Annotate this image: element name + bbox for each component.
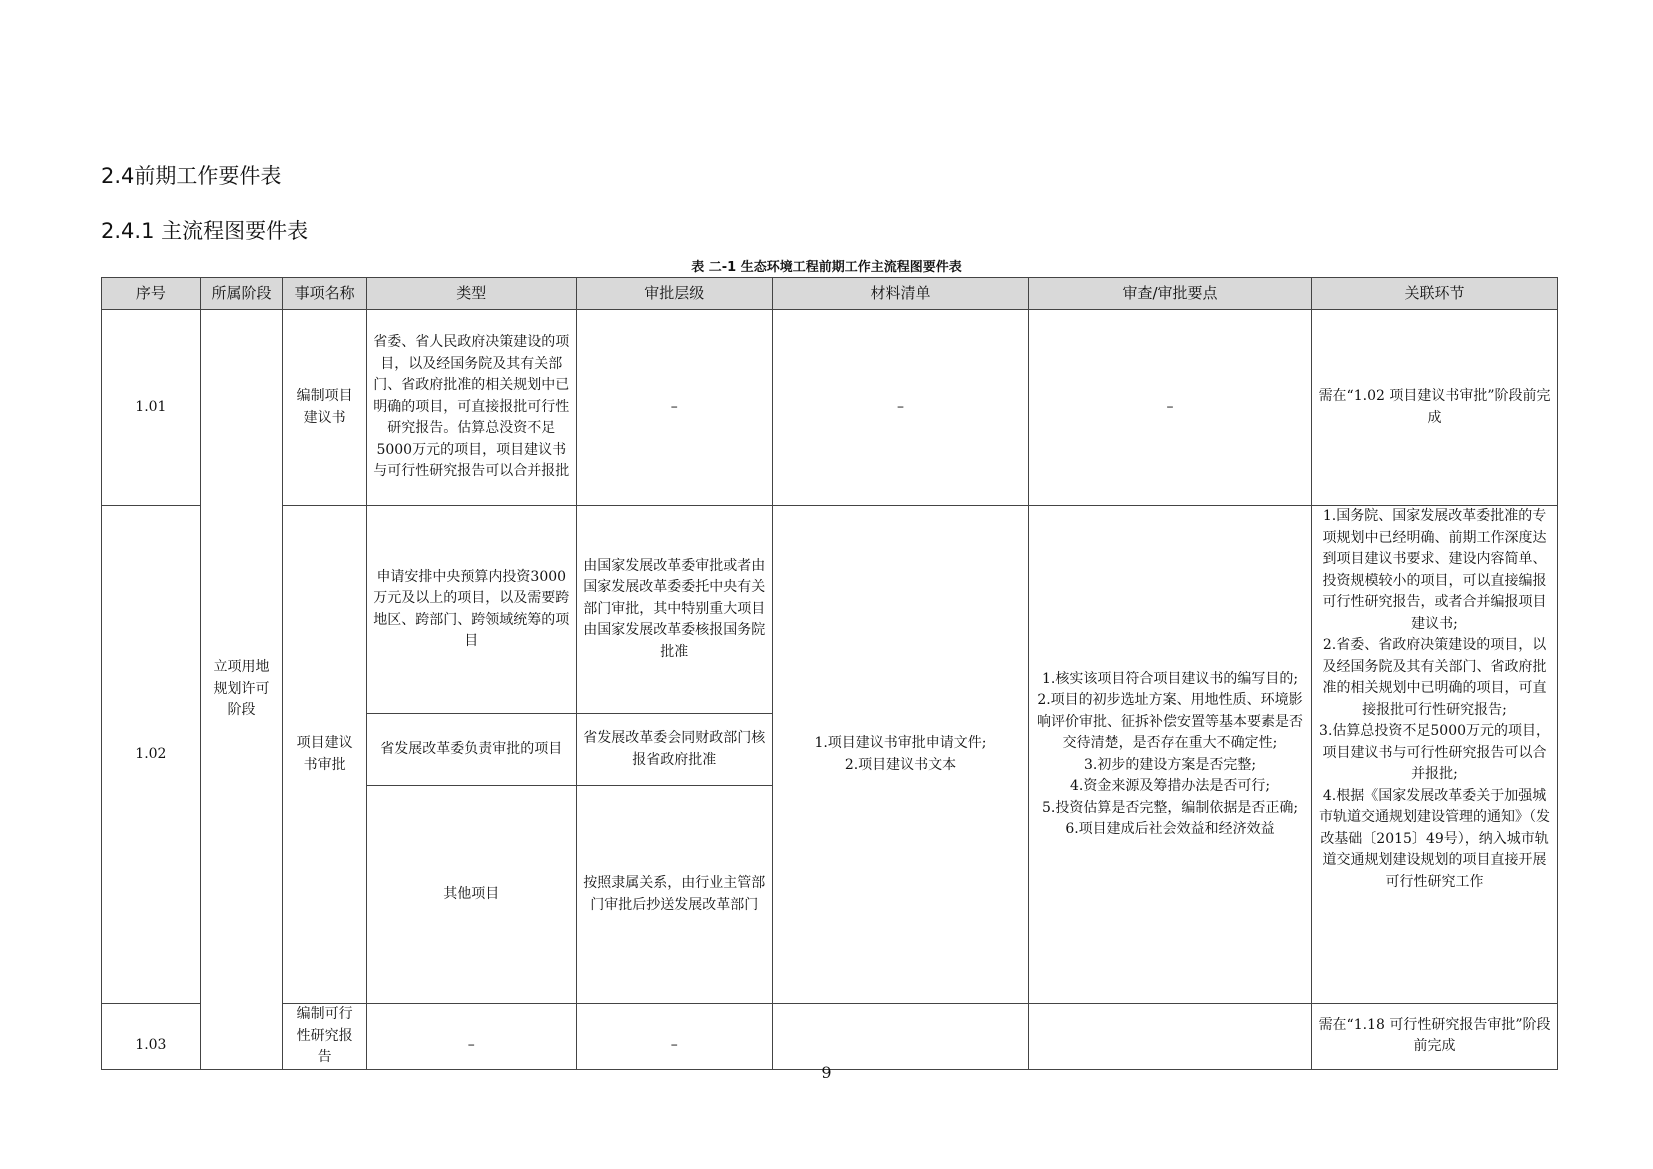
table-row [102, 506, 1558, 714]
type-cell: 省发展改革委负责审批的项目 [366, 714, 576, 786]
materials-cell [773, 1004, 1029, 1070]
table-header-row [102, 278, 1558, 310]
stage-cell: 立项用地 规划许可 阶段 [200, 310, 283, 1070]
col-header-no: 序号 [102, 278, 201, 310]
approval-level-cell: 省发展改革委会同财政部门核报省政府批准 [576, 714, 772, 786]
col-header-approval-level: 审批层级 [576, 278, 772, 310]
type-cell: 申请安排中央预算内投资3000万元及以上的项目，以及需要跨地区、跨部门、跨领域统筹的项目 [366, 506, 576, 714]
table-caption: 表 二-1 生态环境工程前期工作主流程图要件表 [691, 260, 962, 275]
type-cell: – [366, 1004, 576, 1070]
table-row [102, 310, 1558, 506]
section-heading: 2.4前期工作要件表 [101, 164, 282, 188]
col-header-related-steps: 关联环节 [1312, 278, 1558, 310]
type-cell: 其他项目 [366, 786, 576, 1004]
table-row [102, 1004, 1558, 1070]
related-steps-cell: 需在“1.02 项目建议书审批”阶段前完成 [1312, 310, 1558, 506]
row-number: 1.02 [102, 506, 201, 1004]
approval-level-cell: 按照隶属关系，由行业主管部门审批后抄送发展改革部门 [576, 786, 772, 1004]
col-header-review-points: 审查/审批要点 [1028, 278, 1311, 310]
approval-level-cell: 由国家发展改革委审批或者由国家发展改革委委托中央有关部门审批，其中特别重大项目由国家发展改革委核报国务院批准 [576, 506, 772, 714]
item-name: 编制可行 性研究报 告 [283, 1004, 367, 1070]
col-header-type: 类型 [366, 278, 576, 310]
approval-level-cell: – [576, 310, 772, 506]
subsection-heading: 2.4.1 主流程图要件表 [101, 219, 309, 243]
page-number: 9 [821, 1063, 832, 1082]
approval-level-cell: – [576, 1004, 772, 1070]
related-steps-cell: 1.国务院、国家发展改革委批准的专项规划中已经明确、前期工作深度达到项目建议书要求、建设内容简单、投资规模较小的项目，可以直接编报可行性研究报告，或者合并编报项目建议书; 2.省委、省政府决策建设的项目，以及经国务院及其有关部门、省政府批准的相关规划中已明确的项目，可直接报批可行性研究报告; 3.估算总投资不足5000万元的项目，项目建议书与可行性研究报告可以合并报批; [1312, 506, 1558, 786]
related-steps-cell: 4.根据《国家发展改革委关于加强城市轨道交通规划建设管理的通知》（发改基础〔2015〕49号），纳入城市轨道交通规划建设规划的项目直接开展可行性研究工作 [1312, 786, 1558, 1004]
row-number: 1.01 [102, 310, 201, 506]
col-header-item-name: 事项名称 [283, 278, 367, 310]
type-cell: 省委、省人民政府决策建设的项目，以及经国务院及其有关部门、省政府批准的相关规划中已明确的项目，可直接报批可行性研究报告。估算总没资不足5000万元的项目，项目建议书与可行性研究报告可以合并报批 [366, 310, 576, 506]
item-name: 项目建议 书审批 [283, 506, 367, 1004]
item-name: 编制项目 建议书 [283, 310, 367, 506]
col-header-materials: 材料清单 [773, 278, 1029, 310]
review-points-cell [1028, 1004, 1311, 1070]
col-header-stage: 所属阶段 [200, 278, 283, 310]
row-number: 1.03 [102, 1004, 201, 1070]
materials-cell: 1.项目建议书审批申请文件; 2.项目建议书文本 [773, 506, 1029, 1004]
workflow-requirements-table [101, 277, 1558, 1070]
related-steps-cell: 需在“1.18 可行性研究报告审批”阶段前完成 [1312, 1004, 1558, 1070]
review-points-cell: 1.核实该项目符合项目建议书的编写目的; 2.项目的初步选址方案、用地性质、环境影响评价审批、征拆补偿安置等基本要素是否交待清楚，是否存在重大不确定性; 3.初步的建设方案是否完整; 4.资金来源及筹措办法是否可行; 5.投资估算是否完整，编制依据是否正确; 6.项目建成后社会效益和经济效益 [1028, 506, 1311, 1004]
review-points-cell: – [1028, 310, 1311, 506]
materials-cell: – [773, 310, 1029, 506]
